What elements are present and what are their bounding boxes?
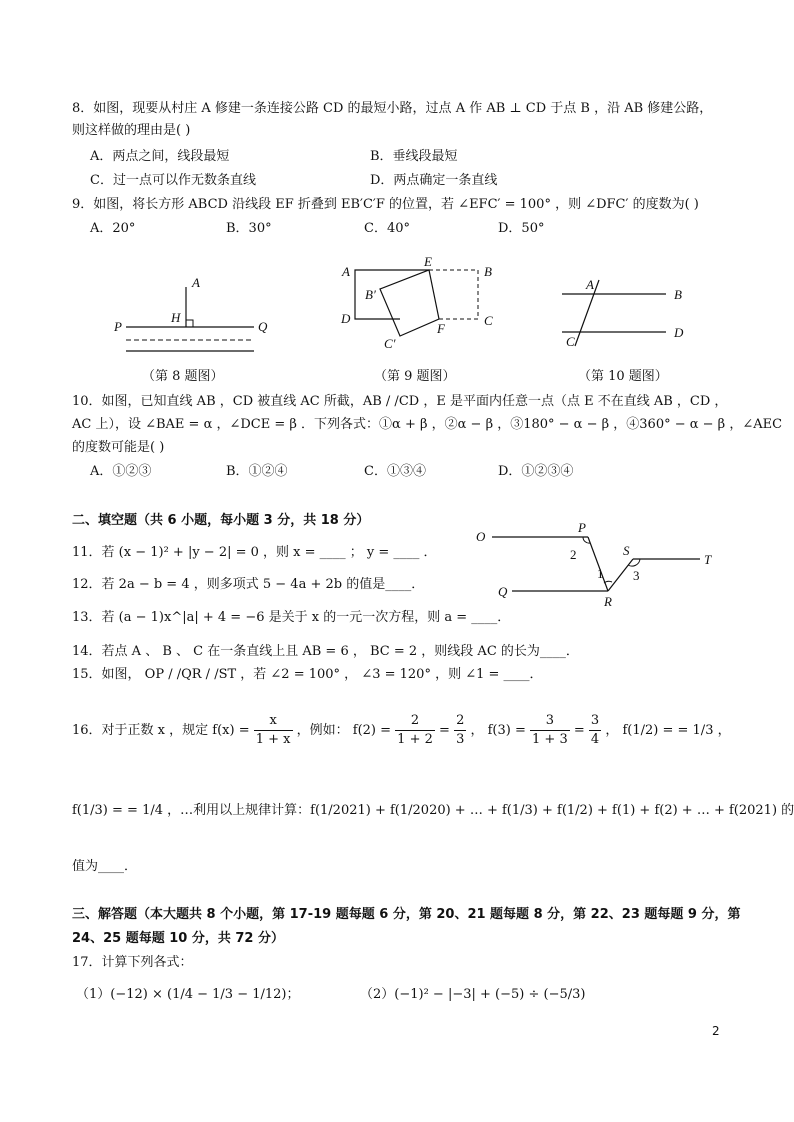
q10-option-a: A．①②③ [90, 464, 152, 479]
fig10-label-b: B [674, 287, 682, 302]
q11-stem: 11．若 (x − 1)² + |y − 2| = 0 ，则 x = ____ ； y = ____ ． [72, 545, 437, 560]
q16-ex3: ， f(1/2) = [605, 723, 674, 738]
q16-ex2-r-den: 4 [590, 732, 600, 747]
q16-ex2-r-num: 3 [589, 712, 601, 731]
fig15-angle-3: 3 [633, 568, 640, 583]
q10-stem-line3: 的度数可能是( ) [72, 440, 165, 455]
fig10-label-d: D [674, 325, 684, 340]
fig15-angle-2: 2 [570, 547, 577, 562]
q16-line2-start: f(1/3) = [72, 803, 123, 818]
fig8-caption: （第 8 题图） [142, 369, 224, 384]
q16-line2-rest: ，…利用以上规律计算：f(1/2021) + f(1/2020) + … + f(1/3) + f(1/2) + f(1) + f(2) + … + f(2021) 的 [167, 803, 794, 818]
q13-stem: 13．若 (a − 1)x^|a| + 4 = −6 是关于 x 的一元一次方程，则 a = ____． [72, 610, 511, 625]
q14-stem: 14．若点 A 、 B 、 C 在一条直线上且 AB = 6 ， BC = 2 ，则线段 AC 的长为____． [72, 644, 579, 659]
q9-option-d: D．50° [498, 221, 545, 236]
q16-ex2-fraction [530, 712, 570, 749]
q16-f-num: x [254, 712, 293, 731]
q10-stem-line2: AC 上），设 ∠BAE = α ，∠DCE = β ．下列各式：①α + β ，②α − β ，③180° − α − β ，④360° − α − β ，∠AEC [72, 417, 783, 432]
fig8-label-h: H [171, 310, 181, 325]
fig9-label-e: E [424, 254, 432, 269]
q16-example: ，例如： f(2) = [296, 723, 392, 738]
q16-line1 [72, 712, 731, 749]
fig9-label-f: F [437, 321, 445, 336]
fig8-label-p: P [114, 319, 122, 334]
q10-option-c: C．①③④ [364, 464, 426, 479]
fig10-caption: （第 10 题图） [578, 369, 668, 384]
q16-intro: 16．对于正数 x ，规定 f(x) = [72, 723, 250, 738]
fig15-angle-1: 1 [597, 566, 604, 581]
q10-stem-line1: 10．如图，已知直线 AB ，CD 被直线 AC 所截，AB / /CD ，E 是平面内任意一点（点 E 不在直线 AB ，CD ， [72, 394, 728, 409]
q8-stem-line2: 则这样做的理由是( ) [72, 123, 191, 138]
fig9-label-c: C [484, 313, 493, 328]
q9-option-b: B．30° [226, 221, 272, 236]
fig9-caption: （第 9 题图） [374, 369, 456, 384]
fig9-label-b: B [484, 264, 492, 279]
q9-option-a: A．20° [90, 221, 136, 236]
q10-option-b: B．①②④ [226, 464, 288, 479]
q8-stem-line1: 8．如图，现要从村庄 A 修建一条连接公路 CD 的最短小路，过点 A 作 AB ⊥ CD 于点 B ，沿 AB 修建公路， [72, 101, 713, 116]
fig15-label-q: Q [498, 584, 508, 599]
q16-ex3-result: = 1/3 ， [677, 723, 731, 738]
q16-f-fraction [254, 712, 293, 749]
q16-eq-2: = [573, 723, 585, 738]
section2-title: 二、填空题（共 6 小题，每小题 3 分，共 18 分） [72, 513, 370, 528]
q15-stem: 15．如图， OP / /QR / /ST ，若 ∠2 = 100° ， ∠3 = 120° ，则 ∠1 = ____． [72, 667, 543, 682]
q16-line2-result: = 1/4 [127, 803, 163, 818]
section3-title-line1: 三、解答题（本大题共 8 个小题，第 17-19 题每题 6 分，第 20、21 题每题 8 分，第 22、23 题每题 9 分，第 [72, 907, 741, 922]
q16-ex2: ， f(3) = [470, 723, 526, 738]
q17-part2: （2）(−1)² − |−3| + (−5) ÷ (−5/3) [360, 987, 586, 1002]
q10-option-d: D．①②③④ [498, 464, 574, 479]
q8-option-d: D．两点确定一条直线 [370, 173, 498, 188]
fig10-label-a: A [586, 277, 594, 292]
q16-ex2-den: 1 + 3 [532, 732, 568, 747]
q12-stem: 12．若 2a − b = 4 ，则多项式 5 − 4a + 2b 的值是____． [72, 577, 425, 592]
q16-line2 [72, 802, 794, 820]
q16-ex2-result [589, 712, 601, 749]
q8-option-a: A．两点之间，线段最短 [90, 149, 230, 164]
q16-ex1-r-den: 3 [456, 732, 465, 747]
fig9-label-c-prime: C′ [384, 336, 396, 351]
q16-ex1-den: 1 + 2 [397, 732, 433, 747]
q16-eq-1: = [439, 723, 450, 738]
q8-option-c: C．过一点可以作无数条直线 [90, 173, 256, 188]
section3-title-line2: 24、25 题每题 10 分，共 72 分） [72, 931, 284, 946]
fig9-label-b-prime: B′ [365, 287, 376, 302]
fig9-label-a: A [342, 264, 350, 279]
fig8-label-q: Q [258, 319, 268, 334]
q17-part1: （1）(−12) × (1/4 − 1/3 − 1/12)； [76, 987, 300, 1002]
fig15-label-t: T [704, 552, 712, 567]
q16-ex2-num: 3 [530, 712, 570, 731]
fig15-label-r: R [604, 594, 612, 609]
q16-ex1-result [454, 712, 466, 749]
fig8-label-a: A [192, 275, 200, 290]
fig15-label-p: P [578, 520, 586, 535]
q16-f-den: 1 + x [255, 732, 291, 747]
q16-ex1-r-num: 2 [454, 712, 466, 731]
q9-option-c: C．40° [364, 221, 410, 236]
fig15-label-o: O [476, 529, 486, 544]
fig10-label-c: C [566, 334, 575, 349]
q8-option-b: B．垂线段最短 [370, 149, 458, 164]
q9-stem: 9．如图，将长方形 ABCD 沿线段 EF 折叠到 EB′C′F 的位置，若 ∠EFC′ = 100° ，则 ∠DFC′ 的度数为( ) [72, 197, 699, 212]
page-number: 2 [712, 1024, 720, 1038]
fig9-label-d: D [341, 311, 351, 326]
fig15-label-s: S [623, 543, 630, 558]
q16-line3: 值为____． [72, 859, 138, 874]
q17-stem: 17．计算下列各式： [72, 955, 193, 970]
q16-ex1-fraction [395, 712, 435, 749]
q16-ex1-num: 2 [395, 712, 435, 731]
